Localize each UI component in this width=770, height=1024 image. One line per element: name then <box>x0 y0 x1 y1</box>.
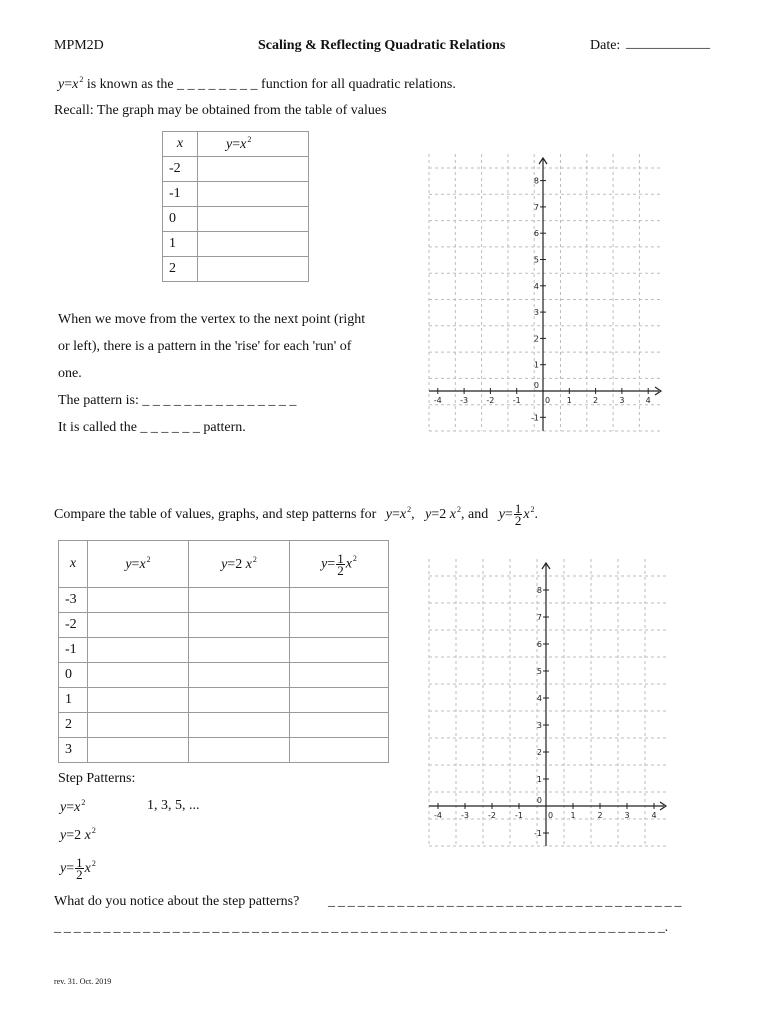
table-cell-blank[interactable] <box>88 613 189 638</box>
table-header-y-x2: $y=x^2$ <box>88 541 189 588</box>
math-x: x <box>72 77 79 92</box>
table-cell-blank[interactable] <box>189 638 290 663</box>
origin-label: 0 <box>533 381 539 390</box>
table-cell-blank[interactable] <box>198 157 309 182</box>
table-cell-x: 0 <box>59 663 88 688</box>
table-header-y-half-x2: y= $\frac{1}{2}$ $x^2$ <box>290 541 389 588</box>
x-tick-label: 1 <box>570 811 576 820</box>
date-label: Date: <box>590 38 621 53</box>
table-header-y-x2: $y=x^2$ <box>198 132 309 157</box>
table-cell-blank[interactable] <box>88 738 189 763</box>
table-header-row <box>163 132 309 157</box>
table-cell-x: -2 <box>163 157 198 182</box>
y-tick-label: 3 <box>533 308 539 318</box>
x-tick-label: -2 <box>488 811 496 820</box>
table-cell-blank[interactable] <box>290 663 389 688</box>
step-pattern-y-2x2: y=2 $x^2$ <box>60 826 96 843</box>
table-cell-blank[interactable] <box>290 738 389 763</box>
step-pattern-values: 1, 3, 5, ... <box>147 798 200 813</box>
table-row <box>163 257 309 282</box>
x-tick-label: -3 <box>460 396 469 405</box>
x-tick-label: 0 <box>548 811 554 820</box>
y-tick-label: 3 <box>536 721 542 730</box>
table-cell-x: 1 <box>163 232 198 257</box>
table-row <box>59 713 389 738</box>
table-of-values-2 <box>58 540 389 763</box>
answer-blank-2[interactable]: _ _ _ _ _ _ _ _ _ _ _ _ _ _ _ _ _ _ _ _ _ _ _ _ _ _ _ _ _ _ _ _ _ _ _ _ _ _ _ _ _ _ _ _ _ _ _ _ _ _ _ _ _ _ _ _ _ _ _ _ _ _. <box>54 920 668 935</box>
table-cell-blank[interactable] <box>290 638 389 663</box>
table-cell-blank[interactable] <box>88 688 189 713</box>
compare-line: Compare the table of values, graphs, and step patterns for $y=x^2$, y=2 $x^2$, and y= $\frac{1}{2}$ $x^2$. <box>54 501 539 529</box>
pattern-line-3: one. <box>58 366 82 381</box>
y-tick-label: 8 <box>536 586 542 595</box>
x-tick-label: 1 <box>566 396 572 405</box>
question-text: What do you notice about the step patterns? <box>54 894 300 909</box>
table-header-x: x <box>59 541 88 588</box>
table-row <box>59 738 389 763</box>
step-patterns-heading: Step Patterns: <box>58 771 136 786</box>
y-tick-label: 2 <box>533 334 539 344</box>
page-title: Scaling & Reflecting Quadratic Relations <box>258 38 506 53</box>
table-cell-blank[interactable] <box>290 713 389 738</box>
date-blank[interactable]: ____________ <box>626 36 710 51</box>
table-cell-blank[interactable] <box>198 257 309 282</box>
y-tick-label: 7 <box>533 202 539 212</box>
x-tick-label: -4 <box>434 811 442 820</box>
table-row <box>59 663 389 688</box>
y-tick-label: -1 <box>534 829 542 838</box>
math-eq: = <box>64 77 73 92</box>
y-tick-label: 8 <box>533 176 539 186</box>
table-cell-x: 1 <box>59 688 88 713</box>
x-tick-label: -1 <box>512 396 521 405</box>
table-cell-blank[interactable] <box>290 588 389 613</box>
coordinate-grid-1[interactable] <box>425 150 665 435</box>
table-cell-blank[interactable] <box>189 588 290 613</box>
table-header-x: x <box>163 132 198 157</box>
math-y: y <box>58 77 65 92</box>
table-cell-blank[interactable] <box>88 638 189 663</box>
table-header-y-2x2: y=2 $x^2$ <box>189 541 290 588</box>
step-pattern-y-x2: $y=x^2$ <box>60 798 86 815</box>
pattern-line-5: It is called the _ _ _ _ _ _ pattern. <box>58 420 246 435</box>
table-cell-x: 2 <box>163 257 198 282</box>
y-tick-label: 6 <box>536 640 542 649</box>
table-cell-blank[interactable] <box>290 688 389 713</box>
origin-label: 0 <box>536 796 542 805</box>
x-tick-label: 4 <box>651 811 657 820</box>
intro-known-as <box>58 75 456 93</box>
x-tick-label: 2 <box>593 396 599 405</box>
table-row <box>59 588 389 613</box>
y-tick-label: 4 <box>536 694 542 703</box>
table-cell-blank[interactable] <box>189 738 290 763</box>
x-tick-label: -4 <box>433 396 442 405</box>
table-row <box>163 157 309 182</box>
y-tick-label: 5 <box>533 255 539 265</box>
table-cell-x: 2 <box>59 713 88 738</box>
x-tick-label: 4 <box>645 396 651 405</box>
y-tick-label: 5 <box>536 667 542 676</box>
table-cell-x: -1 <box>163 182 198 207</box>
table-cell-x: -1 <box>59 638 88 663</box>
x-tick-label: -1 <box>515 811 523 820</box>
table-cell-blank[interactable] <box>88 713 189 738</box>
y-tick-label: 1 <box>533 360 539 370</box>
table-cell-x: 3 <box>59 738 88 763</box>
table-header-row <box>59 541 389 588</box>
x-tick-label: 0 <box>545 396 551 405</box>
revision-footer: rev. 31. Oct. 2019 <box>54 977 112 986</box>
table-cell-x: -2 <box>59 613 88 638</box>
table-cell-blank[interactable] <box>189 613 290 638</box>
step-pattern-y-half-x2: y= $\frac{1}{2}$ $x^2$ <box>60 855 96 883</box>
x-tick-label: -3 <box>461 811 469 820</box>
table-cell-x: 0 <box>163 207 198 232</box>
table-cell-blank[interactable] <box>88 588 189 613</box>
y-tick-label: 6 <box>533 229 539 239</box>
course-code: MPM2D <box>54 38 104 53</box>
x-tick-label: 3 <box>624 811 630 820</box>
table-cell-blank[interactable] <box>290 613 389 638</box>
table-row <box>163 207 309 232</box>
table-cell-blank[interactable] <box>198 207 309 232</box>
coordinate-grid-2[interactable] <box>425 555 670 850</box>
table-cell-x: -3 <box>59 588 88 613</box>
table-row <box>59 638 389 663</box>
x-tick-label: 2 <box>597 811 603 820</box>
table-cell-blank[interactable] <box>198 232 309 257</box>
table-row <box>163 232 309 257</box>
y-tick-label: 2 <box>536 748 542 757</box>
math-exp: 2 <box>79 75 84 84</box>
intro-text: is known as the _ _ _ _ _ _ _ _ function for all quadratic relations. <box>83 77 456 92</box>
table-row <box>59 688 389 713</box>
pattern-line-4: The pattern is: _ _ _ _ _ _ _ _ _ _ _ _ _ _ _ <box>58 393 297 408</box>
recall-text: Recall: The graph may be obtained from the table of values <box>54 103 387 118</box>
x-tick-label: 3 <box>619 396 625 405</box>
answer-blank-1[interactable]: _ _ _ _ _ _ _ _ _ _ _ _ _ _ _ _ _ _ _ _ _ _ _ _ _ _ _ _ _ _ _ _ _ _ _ _ <box>328 894 682 909</box>
y-tick-label: 7 <box>536 613 542 622</box>
y-tick-label: 4 <box>533 281 539 291</box>
pattern-line-1: When we move from the vertex to the next point (right <box>58 312 366 327</box>
table-cell-blank[interactable] <box>198 182 309 207</box>
y-tick-label: -1 <box>531 413 539 423</box>
table-row <box>59 613 389 638</box>
pattern-line-2: or left), there is a pattern in the 'rise' for each 'run' of <box>58 339 352 354</box>
table-row <box>163 182 309 207</box>
compare-text: Compare the table of values, graphs, and step patterns for <box>54 507 377 522</box>
table-cell-blank[interactable] <box>88 663 189 688</box>
table-cell-blank[interactable] <box>189 688 290 713</box>
table-cell-blank[interactable] <box>189 663 290 688</box>
table-of-values-1 <box>162 131 309 282</box>
table-cell-blank[interactable] <box>189 713 290 738</box>
x-tick-label: -2 <box>486 396 495 405</box>
y-tick-label: 1 <box>536 775 542 784</box>
